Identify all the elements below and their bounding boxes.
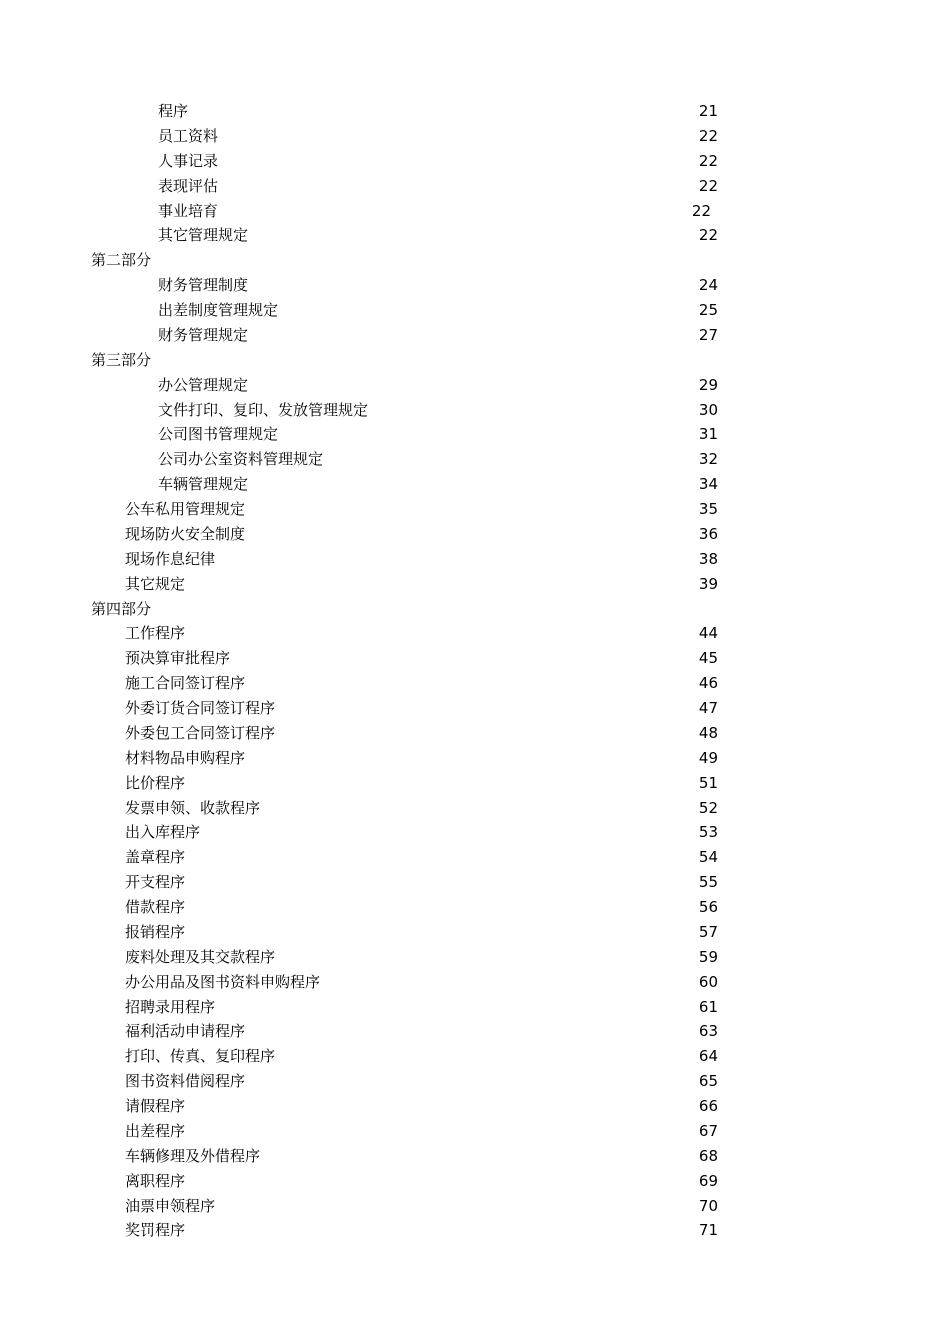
- toc-entry-title: 招聘录用程序: [125, 997, 216, 1016]
- toc-entry: [0, 422, 950, 447]
- toc-entry: [0, 323, 950, 348]
- toc-entry-page-number: 27: [698, 325, 718, 344]
- toc-entry-page-number: 60: [698, 972, 718, 991]
- toc-entry: [0, 920, 950, 945]
- toc-entry: [0, 398, 950, 423]
- table-of-contents: [0, 99, 950, 1243]
- toc-entry-page-number: 68: [698, 1146, 718, 1165]
- toc-entry: [0, 497, 950, 522]
- toc-entry-title: 第二部分: [91, 251, 152, 270]
- toc-entry-page-number: 25: [698, 301, 718, 319]
- toc-entry-page-number: 30: [698, 400, 718, 419]
- toc-entry-page-number: 44: [698, 624, 718, 643]
- toc-entry-page-number: 32: [698, 450, 718, 469]
- toc-entry: [0, 547, 950, 572]
- toc-entry-page-number: 22: [698, 176, 718, 195]
- toc-entry: [0, 970, 950, 995]
- toc-entry-page-number: 22: [691, 201, 711, 220]
- toc-entry-page-number: 24: [698, 276, 718, 295]
- toc-entry-page-number: 66: [698, 1097, 718, 1115]
- toc-entry-title: 图书资料借阅程序: [125, 1072, 246, 1091]
- toc-entry-page-number: 36: [698, 524, 718, 543]
- toc-entry: [0, 820, 950, 845]
- toc-entry-page-number: 48: [698, 723, 718, 742]
- toc-entry-title: 请假程序: [125, 1097, 186, 1115]
- toc-entry-title: 材料物品申购程序: [125, 748, 246, 767]
- toc-entry: [0, 447, 950, 472]
- toc-entry-page-number: 22: [698, 126, 718, 145]
- toc-entry-page-number: 45: [698, 649, 718, 668]
- toc-entry-title: 打印、传真、复印程序: [125, 1047, 276, 1066]
- toc-entry-page-number: 47: [698, 699, 718, 717]
- toc-entry: [0, 646, 950, 671]
- toc-entry: [0, 1169, 950, 1194]
- toc-entry-page-number: 21: [698, 102, 718, 120]
- toc-entry-page-number: 22: [698, 226, 718, 245]
- toc-entry: [0, 746, 950, 771]
- toc-entry-title: 施工合同签订程序: [125, 674, 246, 693]
- toc-entry-title: 预决算审批程序: [125, 649, 231, 668]
- toc-entry-title: 其它规定: [125, 574, 186, 593]
- toc-entry: [0, 572, 950, 597]
- toc-entry: [0, 696, 950, 721]
- toc-entry-title: 人事记录: [158, 151, 219, 170]
- toc-entry: [0, 298, 950, 323]
- toc-entry-title: 出入库程序: [125, 823, 201, 842]
- toc-entry: [0, 1044, 950, 1069]
- toc-entry-title: 车辆管理规定: [158, 475, 249, 494]
- toc-entry-page-number: 61: [698, 997, 718, 1016]
- toc-entry: [0, 721, 950, 746]
- toc-entry-title: 文件打印、复印、发放管理规定: [158, 400, 369, 419]
- toc-entry-title: 财务管理制度: [158, 276, 249, 295]
- toc-entry-page-number: 70: [698, 1196, 718, 1215]
- toc-entry-page-number: 35: [698, 500, 718, 518]
- toc-entry-title: 开支程序: [125, 873, 186, 892]
- toc-entry-page-number: 29: [698, 375, 718, 394]
- toc-entry-title: 车辆修理及外借程序: [125, 1146, 261, 1165]
- toc-entry-title: 借款程序: [125, 898, 186, 916]
- toc-entry-page-number: 63: [698, 1022, 718, 1041]
- toc-entry-title: 公司图书管理规定: [158, 425, 279, 444]
- toc-entry: [0, 1019, 950, 1044]
- toc-entry-page-number: 64: [698, 1047, 718, 1066]
- toc-entry: [0, 373, 950, 398]
- toc-entry: [0, 472, 950, 497]
- toc-entry: [0, 99, 950, 124]
- toc-entry: [0, 1144, 950, 1169]
- toc-entry-page-number: 65: [698, 1072, 718, 1091]
- toc-entry-page-number: 46: [698, 674, 718, 693]
- toc-entry-title: 盖章程序: [125, 848, 186, 867]
- toc-entry: [0, 796, 950, 821]
- toc-entry-page-number: 34: [698, 475, 718, 494]
- toc-entry-title: 公车私用管理规定: [125, 500, 246, 518]
- toc-entry-title: 比价程序: [125, 773, 186, 792]
- toc-entry-title: 工作程序: [125, 624, 186, 643]
- toc-entry-page-number: 71: [698, 1221, 718, 1240]
- toc-entry-page-number: 38: [698, 549, 718, 568]
- toc-entry: [0, 223, 950, 248]
- toc-entry-page-number: 39: [698, 574, 718, 593]
- toc-entry-page-number: 52: [698, 798, 718, 817]
- toc-entry-title: 出差制度管理规定: [158, 301, 279, 319]
- toc-entry-title: 办公用品及图书资料申购程序: [125, 972, 321, 991]
- toc-entry-page-number: 59: [698, 947, 718, 966]
- toc-entry-title: 废料处理及其交款程序: [125, 947, 276, 966]
- toc-section-heading: [0, 597, 950, 622]
- toc-entry: [0, 174, 950, 199]
- toc-entry: [0, 1094, 950, 1119]
- toc-entry: [0, 771, 950, 796]
- toc-entry-title: 第三部分: [91, 350, 152, 369]
- toc-entry-title: 福利活动申请程序: [125, 1022, 246, 1041]
- toc-entry: [0, 870, 950, 895]
- toc-entry-page-number: 69: [698, 1171, 718, 1190]
- toc-entry-page-number: 22: [698, 151, 718, 170]
- toc-entry: [0, 522, 950, 547]
- toc-entry: [0, 845, 950, 870]
- toc-entry-title: 出差程序: [125, 1121, 186, 1140]
- toc-entry-title: 其它管理规定: [158, 226, 249, 245]
- toc-entry: [0, 895, 950, 920]
- toc-entry-title: 表现评估: [158, 176, 219, 195]
- toc-entry-title: 油票申领程序: [125, 1196, 216, 1215]
- toc-entry: [0, 199, 950, 224]
- toc-entry-page-number: 51: [698, 773, 718, 792]
- toc-entry-title: 第四部分: [91, 599, 152, 618]
- toc-entry: [0, 1069, 950, 1094]
- toc-entry-page-number: 53: [698, 823, 718, 842]
- toc-entry: [0, 1119, 950, 1144]
- toc-entry-page-number: 49: [698, 748, 718, 767]
- toc-entry-title: 外委包工合同签订程序: [125, 723, 276, 742]
- toc-entry-title: 员工资料: [158, 126, 219, 145]
- toc-entry-title: 奖罚程序: [125, 1221, 186, 1240]
- toc-entry-title: 公司办公室资料管理规定: [158, 450, 324, 469]
- toc-entry-title: 外委订货合同签订程序: [125, 699, 276, 717]
- toc-entry: [0, 273, 950, 298]
- toc-entry: [0, 995, 950, 1020]
- toc-entry: [0, 671, 950, 696]
- toc-entry: [0, 621, 950, 646]
- toc-entry-page-number: 67: [698, 1121, 718, 1140]
- toc-entry: [0, 1194, 950, 1219]
- toc-entry-page-number: 54: [698, 848, 718, 867]
- toc-entry-page-number: 55: [698, 873, 718, 892]
- toc-entry-page-number: 31: [698, 425, 718, 444]
- toc-entry-page-number: 56: [698, 898, 718, 916]
- toc-section-heading: [0, 248, 950, 273]
- toc-section-heading: [0, 348, 950, 373]
- toc-entry-title: 事业培育: [158, 201, 219, 220]
- toc-entry-title: 发票申领、收款程序: [125, 798, 261, 817]
- toc-entry: [0, 149, 950, 174]
- toc-entry-title: 财务管理规定: [158, 325, 249, 344]
- toc-entry: [0, 124, 950, 149]
- toc-entry-page-number: 57: [698, 922, 718, 941]
- toc-entry-title: 现场防火安全制度: [125, 524, 246, 543]
- toc-entry: [0, 1218, 950, 1243]
- toc-entry-title: 办公管理规定: [158, 375, 249, 394]
- toc-entry-title: 报销程序: [125, 922, 186, 941]
- toc-entry: [0, 945, 950, 970]
- toc-entry-title: 程序: [158, 102, 189, 120]
- toc-entry-title: 现场作息纪律: [125, 549, 216, 568]
- toc-entry-title: 离职程序: [125, 1171, 186, 1190]
